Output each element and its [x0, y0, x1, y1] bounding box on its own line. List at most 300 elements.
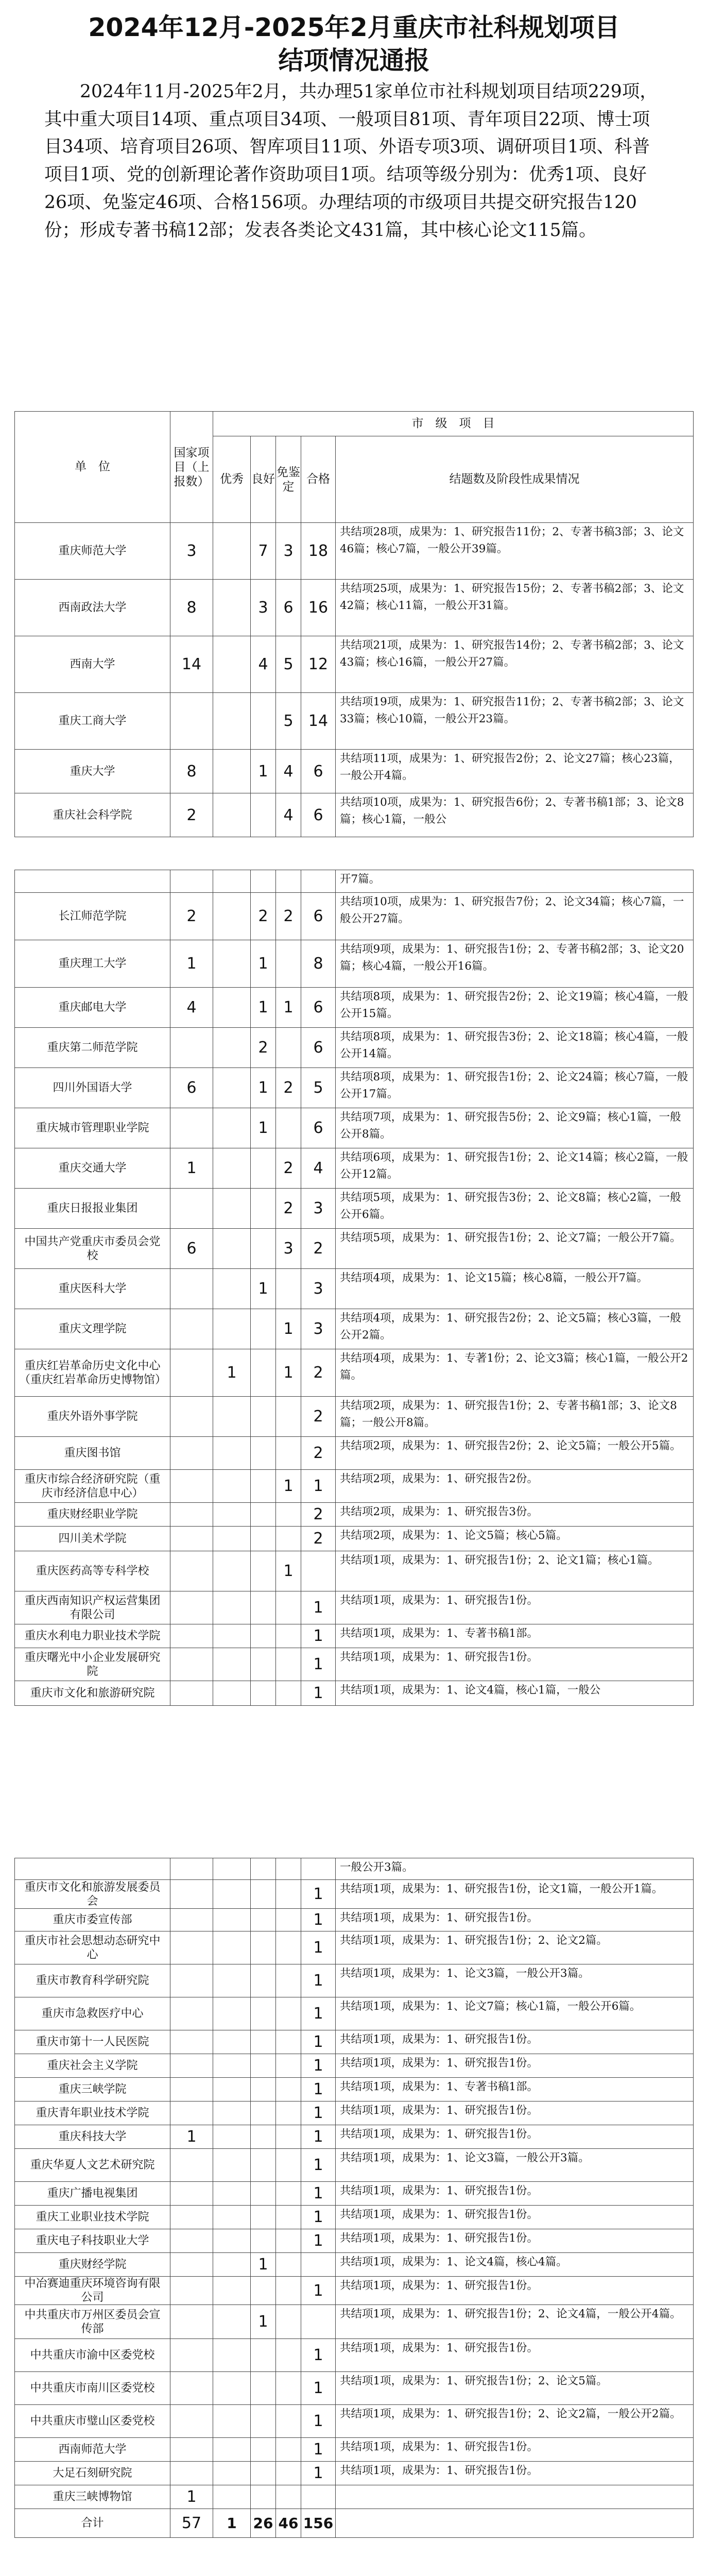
pass-count: 1 — [301, 1681, 336, 1706]
result-text — [336, 2485, 694, 2509]
table-row — [15, 1309, 694, 1349]
good-count — [251, 1503, 276, 1527]
good-count — [251, 2182, 276, 2206]
national-count — [170, 2182, 213, 2206]
table-row — [15, 1931, 694, 1964]
unit-name: 重庆财经职业学院 — [15, 1503, 170, 1527]
result-text: 共结项7项，成果为：1、研究报告5份；2、论文9篇；核心1篇，一般公开8篇。 — [336, 1108, 694, 1148]
exempt-count — [276, 1909, 301, 1931]
excellent-count — [213, 1229, 251, 1269]
good-count: 1 — [251, 2305, 276, 2339]
national-count — [170, 2206, 213, 2229]
national-count — [170, 2030, 213, 2054]
excellent-count — [213, 750, 251, 793]
excellent-count — [213, 1068, 251, 1108]
excellent-count — [213, 988, 251, 1028]
excellent-count — [213, 1624, 251, 1648]
pass-count: 1 — [301, 1648, 336, 1681]
exempt-count — [276, 2372, 301, 2405]
result-text: 共结项1项，成果为：1、研究报告1份，论文1篇，一般公开1篇。 — [336, 1880, 694, 1909]
exempt-count: 2 — [276, 1189, 301, 1229]
excellent-count — [213, 1591, 251, 1624]
result-text: 共结项1项，成果为：1、论文7篇；核心1篇，一般公开6篇。 — [336, 1997, 694, 2030]
good-count — [251, 1437, 276, 1470]
excellent-count — [213, 2253, 251, 2277]
good-count — [251, 1681, 276, 1706]
good-count: 2 — [251, 893, 276, 940]
exempt-count — [276, 2054, 301, 2078]
national-count — [170, 1551, 213, 1591]
national-count — [170, 1503, 213, 1527]
total-result-text — [336, 2509, 694, 2538]
unit-name: 重庆电子科技职业大学 — [15, 2229, 170, 2253]
table-page-2 — [14, 870, 693, 1706]
table-body-2 — [15, 870, 694, 1706]
exempt-count — [276, 1624, 301, 1648]
table-row — [15, 2405, 694, 2438]
good-count — [251, 2102, 276, 2125]
pass-count: 2 — [301, 1437, 336, 1470]
exempt-count — [276, 1931, 301, 1964]
result-text: 共结项21项，成果为：1、研究报告14份；2、专著书稿2部；3、论文43篇；核心16篇，一般公开27篇。 — [336, 636, 694, 693]
exempt-count — [276, 2229, 301, 2253]
good-count — [251, 1470, 276, 1503]
excellent-count — [213, 1437, 251, 1470]
excellent-count — [213, 2305, 251, 2339]
result-text: 共结项8项，成果为：1、研究报告1份；2、论文24篇；核心7篇，一般公开17篇。 — [336, 1068, 694, 1108]
pass-count: 8 — [301, 940, 336, 988]
unit-name: 重庆邮电大学 — [15, 988, 170, 1028]
table-body-1 — [15, 523, 694, 837]
national-count — [170, 2438, 213, 2462]
national-count — [170, 1470, 213, 1503]
excellent-count — [213, 580, 251, 636]
table-row — [15, 1997, 694, 2030]
pass-count: 18 — [301, 523, 336, 580]
excellent-count — [213, 1189, 251, 1229]
exempt-count: 4 — [276, 793, 301, 837]
excellent-count — [213, 2405, 251, 2438]
carry-over-text: 开7篇。 — [336, 870, 694, 893]
unit-name: 重庆三峡学院 — [15, 2078, 170, 2102]
good-count — [251, 2078, 276, 2102]
exempt-count — [276, 2485, 301, 2509]
good-count — [251, 1189, 276, 1229]
excellent-count — [213, 2485, 251, 2509]
pass-count: 1 — [301, 1964, 336, 1997]
excellent-count — [213, 2206, 251, 2229]
excellent-count — [213, 2462, 251, 2485]
excellent-count — [213, 2078, 251, 2102]
result-text: 共结项2项，成果为：1、研究报告2份；2、论文5篇；一般公开5篇。 — [336, 1437, 694, 1470]
national-count — [170, 1964, 213, 1997]
excellent-count — [213, 1681, 251, 1706]
good-count: 7 — [251, 523, 276, 580]
exempt-count: 1 — [276, 1551, 301, 1591]
unit-name: 中共重庆市璧山区委党校 — [15, 2405, 170, 2438]
national-count — [170, 2339, 213, 2372]
unit-name: 中共重庆市渝中区委党校 — [15, 2339, 170, 2372]
good-count — [251, 1624, 276, 1648]
pass-count: 14 — [301, 693, 336, 750]
pass-count — [301, 1551, 336, 1591]
table-row — [15, 1681, 694, 1706]
table-row — [15, 1229, 694, 1269]
exempt-count — [276, 2182, 301, 2206]
exempt-count — [276, 1880, 301, 1909]
exempt-count — [276, 1437, 301, 1470]
excellent-count — [213, 1997, 251, 2030]
table-row — [15, 2339, 694, 2372]
good-count — [251, 2438, 276, 2462]
national-count — [170, 1909, 213, 1931]
exempt-count: 2 — [276, 1148, 301, 1189]
good-count — [251, 2206, 276, 2229]
good-count — [251, 1309, 276, 1349]
exempt-count: 1 — [276, 1349, 301, 1397]
pass-count: 2 — [301, 1229, 336, 1269]
good-count: 2 — [251, 1028, 276, 1068]
national-count — [170, 1880, 213, 1909]
national-count — [170, 693, 213, 750]
table-row — [15, 1108, 694, 1148]
national-count: 1 — [170, 940, 213, 988]
pass-count: 1 — [301, 2405, 336, 2438]
exempt-count — [276, 2206, 301, 2229]
exempt-count — [276, 1028, 301, 1068]
unit-name: 重庆医科大学 — [15, 1269, 170, 1309]
unit-name: 中冶赛迪重庆环境咨询有限公司 — [15, 2277, 170, 2305]
table-row — [15, 2102, 694, 2125]
national-count — [170, 2305, 213, 2339]
result-text: 共结项1项，成果为：1、研究报告1份。 — [336, 1909, 694, 1931]
good-count — [251, 1997, 276, 2030]
exempt-count: 2 — [276, 1068, 301, 1108]
pass-count: 6 — [301, 750, 336, 793]
exempt-count — [276, 2277, 301, 2305]
excellent-count — [213, 2182, 251, 2206]
table-body-3 — [15, 1858, 694, 2538]
excellent-count — [213, 2372, 251, 2405]
result-text: 共结项1项，成果为：1、研究报告1份。 — [336, 2125, 694, 2149]
pass-count: 12 — [301, 636, 336, 693]
unit-name: 重庆科技大学 — [15, 2125, 170, 2149]
pass-count: 3 — [301, 1189, 336, 1229]
pass-count: 2 — [301, 1349, 336, 1397]
good-count — [251, 1148, 276, 1189]
unit-name: 重庆市教育科学研究院 — [15, 1964, 170, 1997]
national-count — [170, 1648, 213, 1681]
results-table-1 — [14, 411, 694, 837]
unit-name: 中国共产党重庆市委员会党校 — [15, 1229, 170, 1269]
exempt-count — [276, 1108, 301, 1148]
table-row-carry — [15, 870, 694, 893]
table-row — [15, 2149, 694, 2182]
pass-count: 3 — [301, 1309, 336, 1349]
national-count — [170, 1189, 213, 1229]
table-row — [15, 1068, 694, 1108]
exempt-count — [276, 2462, 301, 2485]
result-text: 共结项1项，成果为：1、论文4篇，核心4篇。 — [336, 2253, 694, 2277]
good-count — [251, 1964, 276, 1997]
national-count — [170, 2229, 213, 2253]
good-count — [251, 1931, 276, 1964]
national-count — [170, 2462, 213, 2485]
unit-name: 重庆市社会思想动态研究中心 — [15, 1931, 170, 1964]
result-text: 共结项1项，成果为：1、研究报告1份。 — [336, 1648, 694, 1681]
header-pass: 合格 — [301, 436, 336, 523]
unit-name: 重庆城市管理职业学院 — [15, 1108, 170, 1148]
total-national-count: 57 — [170, 2509, 213, 2538]
result-text: 共结项4项，成果为：1、论文15篇；核心8篇，一般公开7篇。 — [336, 1269, 694, 1309]
national-count: 3 — [170, 523, 213, 580]
total-unit-name: 合计 — [15, 2509, 170, 2538]
result-text: 共结项10项，成果为：1、研究报告7份；2、论文34篇；核心7篇，一般公开27篇。 — [336, 893, 694, 940]
unit-name: 重庆文理学院 — [15, 1309, 170, 1349]
excellent-count — [213, 1964, 251, 1997]
pass-count: 1 — [301, 1470, 336, 1503]
good-count — [251, 1551, 276, 1591]
excellent-count — [213, 1470, 251, 1503]
total-row — [15, 2509, 694, 2538]
exempt-count — [276, 2125, 301, 2149]
good-count — [251, 1527, 276, 1551]
pass-count: 6 — [301, 793, 336, 837]
result-text: 共结项1项，成果为：1、研究报告1份。 — [336, 2229, 694, 2253]
exempt-count — [276, 2102, 301, 2125]
table-row — [15, 2078, 694, 2102]
result-text: 共结项1项，成果为：1、专著书稿1部。 — [336, 1624, 694, 1648]
pass-count: 1 — [301, 2102, 336, 2125]
table-row — [15, 1648, 694, 1681]
title-line-1: 2024年12月-2025年2月重庆市社科规划项目 — [88, 13, 620, 42]
national-count — [170, 1624, 213, 1648]
good-count: 4 — [251, 636, 276, 693]
table-row — [15, 1397, 694, 1437]
table-row — [15, 580, 694, 636]
header-good: 良好 — [251, 436, 276, 523]
table-row — [15, 693, 694, 750]
unit-name: 重庆市综合经济研究院（重庆市经济信息中心） — [15, 1470, 170, 1503]
result-text: 共结项28项，成果为：1、研究报告11份；2、专著书稿3部；3、论文46篇；核心7篇，一般公开39篇。 — [336, 523, 694, 580]
exempt-count — [276, 2253, 301, 2277]
unit-name: 重庆市委宣传部 — [15, 1909, 170, 1931]
excellent-count — [213, 636, 251, 693]
national-count — [170, 2372, 213, 2405]
exempt-count: 5 — [276, 636, 301, 693]
national-count — [170, 2277, 213, 2305]
table-row — [15, 1624, 694, 1648]
good-count — [251, 1229, 276, 1269]
table-row — [15, 1189, 694, 1229]
table-row — [15, 988, 694, 1028]
excellent-count — [213, 793, 251, 837]
total-excellent-count: 1 — [213, 2509, 251, 2538]
result-text: 共结项19项，成果为：1、研究报告11份；2、专著书稿2部；3、论文33篇；核心10篇，一般公开23篇。 — [336, 693, 694, 750]
pass-count: 1 — [301, 1880, 336, 1909]
unit-name: 重庆市急救医疗中心 — [15, 1997, 170, 2030]
excellent-count — [213, 1909, 251, 1931]
national-count: 1 — [170, 2485, 213, 2509]
table-page-1 — [14, 411, 693, 837]
pass-count — [301, 2485, 336, 2509]
excellent-count — [213, 893, 251, 940]
result-text: 共结项1项，成果为：1、研究报告1份。 — [336, 2102, 694, 2125]
unit-name: 重庆工业职业技术学院 — [15, 2206, 170, 2229]
unit-name: 重庆社会主义学院 — [15, 2054, 170, 2078]
good-count — [251, 2030, 276, 2054]
national-count — [170, 1591, 213, 1624]
national-count — [170, 1997, 213, 2030]
table-row — [15, 2372, 694, 2405]
pass-count: 2 — [301, 1503, 336, 1527]
exempt-count: 1 — [276, 988, 301, 1028]
national-count: 14 — [170, 636, 213, 693]
pass-count: 1 — [301, 2030, 336, 2054]
table-row — [15, 1527, 694, 1551]
result-text: 共结项1项，成果为：1、研究报告1份；2、论文2篇。 — [336, 1931, 694, 1964]
exempt-count: 1 — [276, 1470, 301, 1503]
table-row-carry — [15, 1858, 694, 1880]
national-count — [170, 2253, 213, 2277]
table-row — [15, 2462, 694, 2485]
excellent-count — [213, 1880, 251, 1909]
unit-name: 重庆市文化和旅游研究院 — [15, 1681, 170, 1706]
document-title — [0, 11, 708, 77]
unit-name: 重庆曙光中小企业发展研究院 — [15, 1648, 170, 1681]
result-text: 共结项10项，成果为：1、研究报告6份；2、专著书稿1部；3、论文8篇；核心1篇，一般公 — [336, 793, 694, 837]
unit-name: 重庆理工大学 — [15, 940, 170, 988]
exempt-count — [276, 1397, 301, 1437]
header-excellent: 优秀 — [213, 436, 251, 523]
good-count — [251, 2462, 276, 2485]
result-text: 共结项2项，成果为：1、研究报告1份；2、专著书稿1部；3、论文8篇；一般公开8篇。 — [336, 1397, 694, 1437]
national-count — [170, 2405, 213, 2438]
excellent-count — [213, 2102, 251, 2125]
pass-count: 2 — [301, 1527, 336, 1551]
table-row — [15, 1028, 694, 1068]
total-exempt-count: 46 — [276, 2509, 301, 2538]
header-result: 结题数及阶段性成果情况 — [336, 436, 694, 523]
result-text: 共结项1项，成果为：1、研究报告1份；2、论文1篇；核心1篇。 — [336, 1551, 694, 1591]
table-row — [15, 2305, 694, 2339]
unit-name: 中共重庆市南川区委党校 — [15, 2372, 170, 2405]
unit-name: 中共重庆市万州区委员会宣传部 — [15, 2305, 170, 2339]
table-row — [15, 893, 694, 940]
excellent-count — [213, 2125, 251, 2149]
table-row — [15, 750, 694, 793]
national-count — [170, 2054, 213, 2078]
table-row — [15, 1503, 694, 1527]
exempt-count — [276, 1527, 301, 1551]
result-text: 共结项1项，成果为：1、研究报告1份；2、论文5篇。 — [336, 2372, 694, 2405]
table-row — [15, 1591, 694, 1624]
result-text: 共结项1项，成果为：1、研究报告1份。 — [336, 2054, 694, 2078]
result-text: 共结项1项，成果为：1、研究报告1份。 — [336, 2462, 694, 2485]
result-text: 共结项1项，成果为：1、研究报告1份。 — [336, 2030, 694, 2054]
excellent-count — [213, 1527, 251, 1551]
national-count — [170, 1309, 213, 1349]
header-national: 国家项目（上报数） — [170, 412, 213, 523]
result-text: 共结项2项，成果为：1、研究报告2份。 — [336, 1470, 694, 1503]
unit-name: 重庆第二师范学院 — [15, 1028, 170, 1068]
result-text: 共结项25项，成果为：1、研究报告15份；2、专著书稿2部；3、论文42篇；核心11篇，一般公开31篇。 — [336, 580, 694, 636]
good-count — [251, 2277, 276, 2305]
pass-count: 6 — [301, 893, 336, 940]
good-count — [251, 1880, 276, 1909]
national-count — [170, 1269, 213, 1309]
table-row — [15, 940, 694, 988]
good-count — [251, 2149, 276, 2182]
pass-count: 4 — [301, 1148, 336, 1189]
national-count — [170, 1681, 213, 1706]
excellent-count: 1 — [213, 1349, 251, 1397]
table-row — [15, 2182, 694, 2206]
result-text: 共结项1项，成果为：1、论文3篇，一般公开3篇。 — [336, 1964, 694, 1997]
excellent-count — [213, 2030, 251, 2054]
exempt-count — [276, 1648, 301, 1681]
unit-name: 重庆工商大学 — [15, 693, 170, 750]
good-count: 3 — [251, 580, 276, 636]
result-text: 共结项1项，成果为：1、研究报告1份；2、论文2篇，一般公开2篇。 — [336, 2405, 694, 2438]
exempt-count — [276, 2438, 301, 2462]
result-text: 共结项1项，成果为：1、论文3篇，一般公开3篇。 — [336, 2149, 694, 2182]
header-unit: 单 位 — [15, 412, 170, 523]
pass-count: 6 — [301, 988, 336, 1028]
table-row — [15, 1909, 694, 1931]
pass-count: 1 — [301, 1909, 336, 1931]
exempt-count — [276, 2030, 301, 2054]
exempt-count — [276, 1964, 301, 1997]
pass-count: 1 — [301, 1931, 336, 1964]
excellent-count — [213, 2229, 251, 2253]
good-count: 1 — [251, 1108, 276, 1148]
good-count — [251, 1349, 276, 1397]
national-count — [170, 1437, 213, 1470]
good-count: 1 — [251, 1269, 276, 1309]
excellent-count — [213, 1648, 251, 1681]
result-text: 共结项1项，成果为：1、研究报告1份。 — [336, 2339, 694, 2372]
unit-name: 重庆红岩革命历史文化中心（重庆红岩革命历史博物馆） — [15, 1349, 170, 1397]
national-count — [170, 1028, 213, 1068]
result-text: 共结项1项，成果为：1、研究报告1份；2、论文4篇，一般公开4篇。 — [336, 2305, 694, 2339]
table-row — [15, 2054, 694, 2078]
national-count: 2 — [170, 893, 213, 940]
national-count: 6 — [170, 1229, 213, 1269]
national-count: 1 — [170, 1148, 213, 1189]
header-city: 市 级 项 目 — [213, 412, 694, 436]
table-row — [15, 523, 694, 580]
unit-name: 重庆广播电视集团 — [15, 2182, 170, 2206]
unit-name: 重庆西南知识产权运营集团有限公司 — [15, 1591, 170, 1624]
pass-count: 1 — [301, 2125, 336, 2149]
pass-count — [301, 2305, 336, 2339]
good-count — [251, 2372, 276, 2405]
carry-over-text: 一般公开3篇。 — [336, 1858, 694, 1880]
good-count — [251, 1397, 276, 1437]
excellent-count — [213, 1551, 251, 1591]
exempt-count — [276, 940, 301, 988]
unit-name: 重庆日报报业集团 — [15, 1189, 170, 1229]
excellent-count — [213, 523, 251, 580]
national-count: 8 — [170, 750, 213, 793]
exempt-count: 6 — [276, 580, 301, 636]
exempt-count — [276, 1997, 301, 2030]
unit-name: 西南师范大学 — [15, 2438, 170, 2462]
intro-paragraph: 2024年11月-2025年2月，共办理51家单位市社科规划项目结项229项，其中重大项目14项、重点项目34项、一般项目81项、青年项目22项、博士项目34项、培育项目26项、智库项目11项、外语专项3项、调研项目1项、科普项目1项、党的创新理论著作资助项目1项。结项等级分别为：优秀1项、良好26项、免鉴定46项、合格156项。办理结项的市级项目共提交研究报告120份；形成专著书稿12部；发表各类论文431篇，其中核心论文115篇。 — [44, 81, 658, 241]
pass-count: 1 — [301, 2462, 336, 2485]
result-text: 共结项2项，成果为：1、研究报告3份。 — [336, 1503, 694, 1527]
